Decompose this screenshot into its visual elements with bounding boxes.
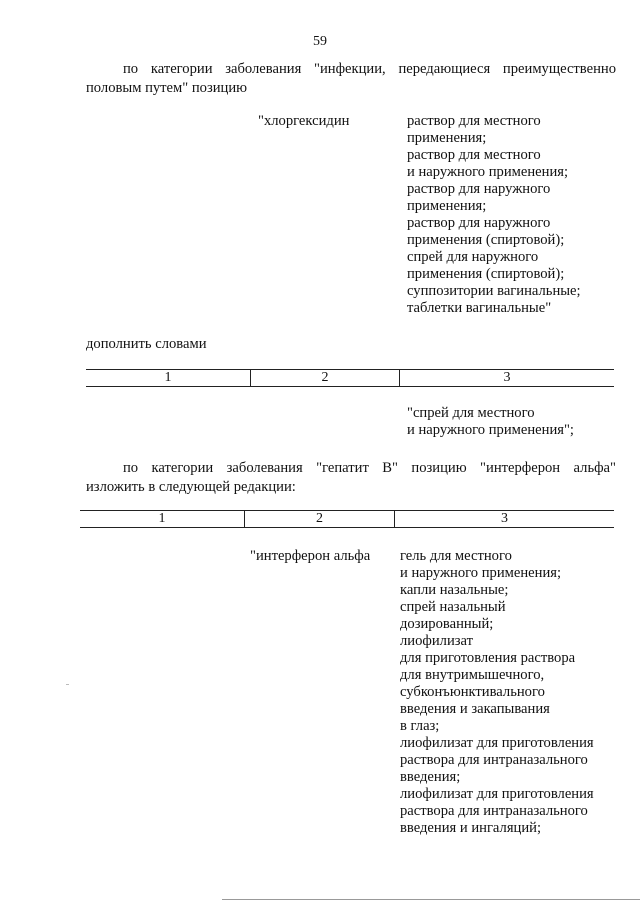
form-line: для внутримышечного,: [400, 667, 545, 683]
section1-table-header: [86, 369, 614, 387]
form-line: спрей назальный: [400, 599, 506, 615]
form-line: и наружного применения;: [400, 565, 562, 581]
section1-action: дополнить словами: [86, 336, 207, 352]
section2-dosage-forms: [400, 548, 630, 837]
form-line: применения (спиртовой);: [407, 232, 565, 248]
form-line: дозированный;: [400, 616, 494, 632]
form-line: раствора для интраназального: [400, 752, 588, 768]
form-line: таблетки вагинальные": [407, 300, 552, 316]
form-line: введения и ингаляций;: [400, 820, 542, 836]
form-line: раствор для наружного: [407, 181, 551, 197]
section2-intro-line1: по категории заболевания "гепатит В" позицию "интерферон альфа": [123, 460, 616, 476]
form-line: капли назальные;: [400, 582, 509, 598]
page-number: 59: [313, 34, 327, 49]
form-line: гель для местного: [400, 548, 512, 564]
form-line: лиофилизат для приготовления: [400, 735, 594, 751]
form-line: лиофилизат для приготовления: [400, 786, 594, 802]
section1-intro-line2: половым путем" позицию: [86, 80, 248, 96]
section1-dosage-forms: [407, 113, 637, 317]
form-line: введения;: [400, 769, 461, 785]
section2-intro-line2: изложить в следующей редакции:: [86, 479, 296, 495]
form-line: и наружного применения";: [407, 422, 574, 438]
column-header-1: 1: [158, 511, 166, 526]
form-line: субконъюнктивального: [400, 684, 545, 700]
section2-intro: [86, 459, 616, 497]
section1-addition: [407, 405, 637, 439]
form-line: введения и закапывания: [400, 701, 550, 717]
column-header-3: 3: [501, 511, 508, 526]
column-header-2: 2: [316, 511, 323, 526]
form-line: раствор для наружного: [407, 215, 551, 231]
column-header-3: 3: [503, 370, 511, 385]
form-line: "спрей для местного: [407, 405, 535, 421]
column-header-2: 2: [321, 370, 329, 385]
form-line: для приготовления раствора: [400, 650, 576, 666]
form-line: лиофилизат: [400, 633, 473, 649]
column-header-1: 1: [164, 370, 172, 385]
form-line: спрей для наружного: [407, 249, 539, 265]
form-line: применения (спиртовой);: [407, 266, 565, 282]
form-line: раствор для местного: [407, 147, 541, 163]
form-line: и наружного применения;: [407, 164, 569, 180]
form-line: применения;: [407, 130, 487, 146]
scan-mark: [66, 684, 69, 685]
bottom-rule: [222, 899, 640, 900]
form-line: в глаз;: [400, 718, 440, 734]
section2-table-header: [80, 510, 614, 528]
section1-intro-line1: по категории заболевания "инфекции, передающиеся преимущественно: [123, 61, 616, 77]
form-line: применения;: [407, 198, 487, 214]
section1-drug-name: "хлоргексидин: [258, 113, 350, 129]
form-line: раствора для интраназального: [400, 803, 588, 819]
form-line: суппозитории вагинальные;: [407, 283, 581, 299]
section1-intro: [86, 60, 616, 98]
section2-drug-name: "интерферон альфа: [250, 548, 371, 564]
form-line: раствор для местного: [407, 113, 541, 129]
